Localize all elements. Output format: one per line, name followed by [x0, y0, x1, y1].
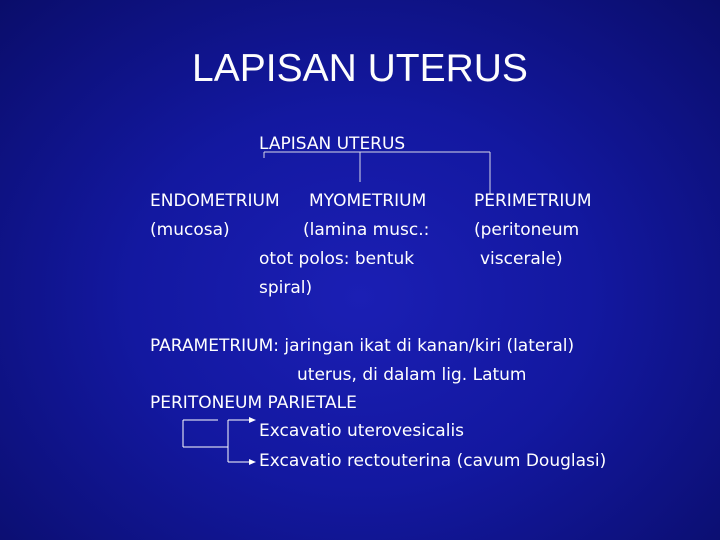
perimetrium-detail-line: viscerale)	[480, 249, 563, 269]
tree-root-label: LAPISAN UTERUS	[259, 134, 406, 154]
perimetrium-label: PERIMETRIUM	[474, 191, 592, 211]
arrow-right-icon	[249, 459, 256, 465]
parametrium-definition: jaringan ikat di kanan/kiri (lateral)	[284, 336, 575, 356]
excavatio-item: Excavatio uterovesicalis	[259, 421, 465, 441]
myometrium-label: MYOMETRIUM	[309, 191, 427, 211]
excavatio-item: Excavatio rectouterina (cavum Douglasi)	[259, 451, 607, 471]
slide-title: LAPISAN UTERUS	[192, 47, 528, 90]
parametrium-separator: :	[273, 336, 280, 356]
myometrium-detail-line: spiral)	[259, 278, 313, 298]
arrow-right-icon	[249, 417, 256, 423]
parametrium-definition-cont: uterus, di dalam lig. Latum	[297, 365, 527, 385]
endometrium-label: ENDOMETRIUM	[150, 191, 280, 211]
peritoneum-parietale-heading: PERITONEUM PARIETALE	[150, 393, 357, 413]
endometrium-detail: (mucosa)	[150, 220, 230, 240]
myometrium-detail-line: (lamina musc.:	[303, 220, 430, 240]
parametrium-term: PARAMETRIUM	[150, 336, 274, 356]
parametrium-row	[150, 336, 574, 356]
perimetrium-detail-line: (peritoneum	[474, 220, 580, 240]
myometrium-detail-line: otot polos: bentuk	[259, 249, 415, 269]
